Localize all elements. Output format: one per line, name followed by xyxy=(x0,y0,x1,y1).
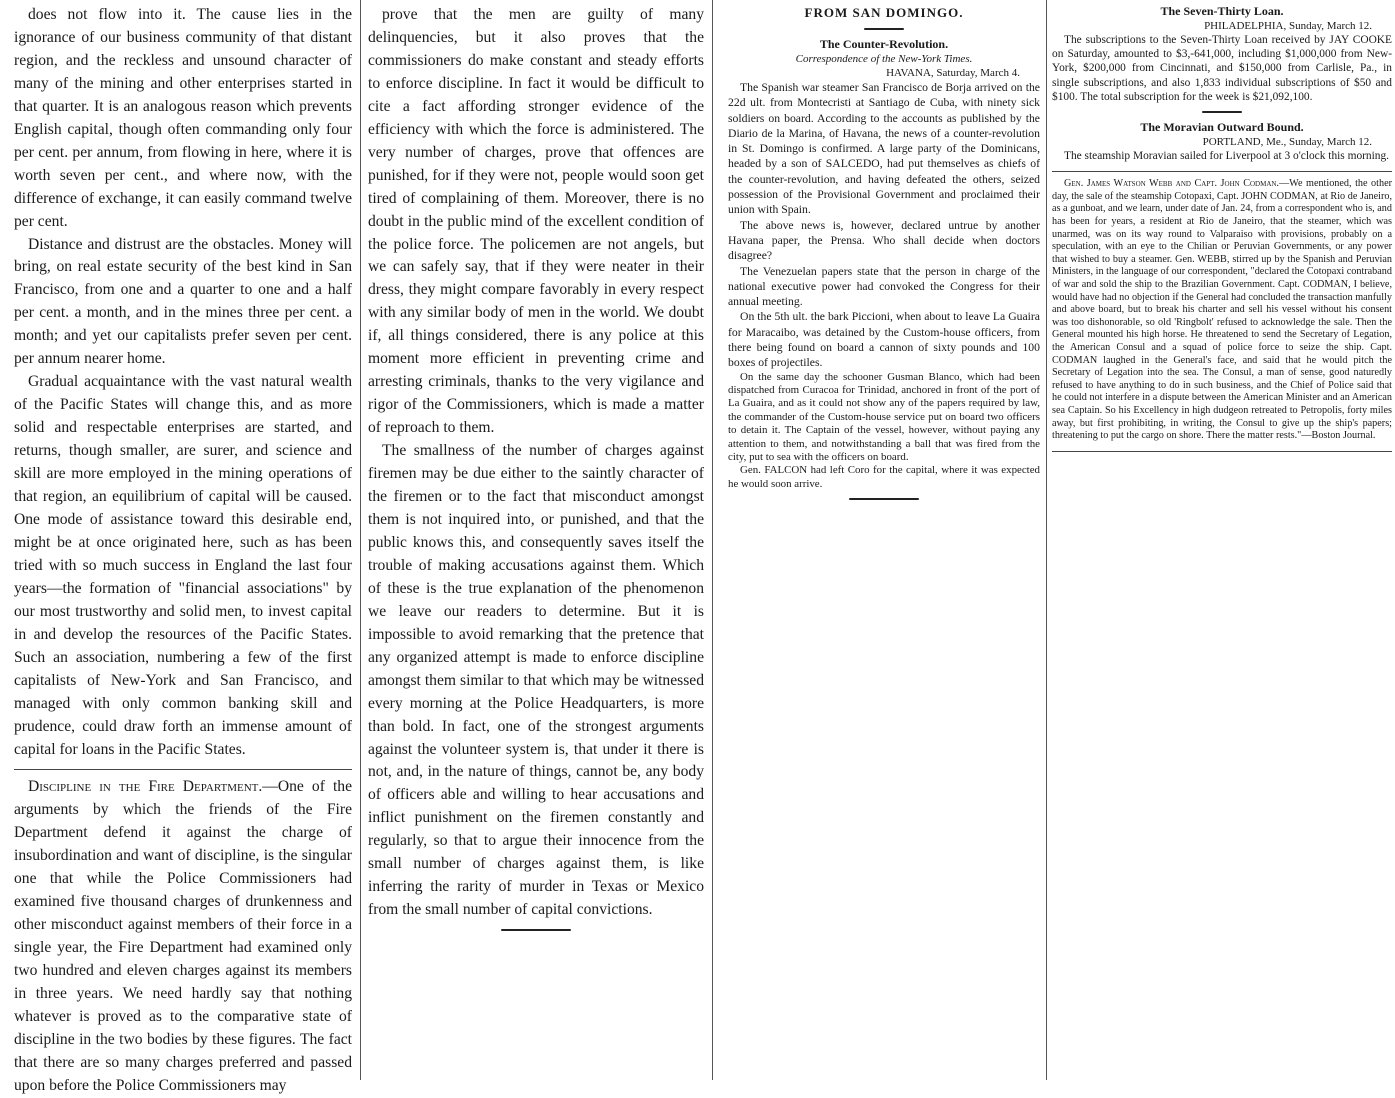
section-divider xyxy=(14,769,352,770)
heading-ornament xyxy=(864,27,904,31)
dateline: HAVANA, Saturday, March 4. xyxy=(886,67,1020,79)
column-3 xyxy=(728,4,1040,507)
correspondence-line: Correspondence of the New-York Times. xyxy=(795,53,973,65)
paragraph: does not flow into it. The cause lies in the ignorance of our business community of that distant region, and the reckless and unsound character of many of the mining and other enterprises started in that quarter. It is an analogous reason which prevents English capital, though often commanding only four per cent. per annum, from flowing in here, where it is worth seven per cent., and where now, with the difference of exchange, it can easily command twelve per cent. xyxy=(14,6,352,230)
article-lead: Gen. James Watson Webb and Capt. John Codman. xyxy=(1064,178,1279,190)
column-rule xyxy=(1046,0,1047,1080)
column-rule xyxy=(360,0,361,1080)
paragraph: Gen. FALCON had left Coro for the capital, where it was expected he would soon arrive. xyxy=(728,464,1040,490)
paragraph: The above news is, however, declared untrue by another Havana paper, the Prensa. Who shall decide when doctors disagree? xyxy=(728,218,1040,263)
section-divider xyxy=(1052,171,1392,172)
paragraph: The Venezuelan papers state that the person in charge of the national executive power had convoked the Congress for their annual meeting. xyxy=(728,264,1040,309)
divider-ornament xyxy=(1202,110,1242,114)
dateline: PORTLAND, Me., Sunday, March 12. xyxy=(1202,136,1372,149)
paragraph: The smallness of the number of charges against firemen may be due either to the saintly character of the firemen or to the fact that misconduct amongst them is not inquired into, or punished, and that the public knows this, and consequently saves itself the trouble of making accusations against them. Which of these is the true explanation of the phenomenon we leave our readers to determine. But it is impossible to avoid remarking that the pretence that any organized attempt is made to enforce discipline amongst them similar to that which may be witnessed every morning at the Police Headquarters, is more than bold. In fact, one of the strongest arguments against the volunteer system is, that under it there is not, and, in the nature of things, cannot be, any body of officers able and willing to hear accusations and inflict punishment on the firemen constantly and regularly, so that to argue their innocence from the small number of charges against them, is like inferring the rarity of murder in Texas or Mexico from the small number of capital convictions. xyxy=(368,442,704,919)
article-heading: The Seven-Thirty Loan. xyxy=(1160,4,1284,18)
article-body: —One of the arguments by which the friends of the Fire Department defend it against the charge of insubordination and want of discipline, is the singular one that while the Police Commissioners had examined five thousand charges of drunkenness and other misconduct against members of their force in a single year, the Fire Department had examined only two hundred and eleven charges against its members in three years. We need hardly say that nothing whatever is proved as to the comparative state of discipline in the two bodies by these figures. The fact that there are so many charges preferred and passed upon before the Police Commissioners may xyxy=(14,778,352,1094)
column-rule xyxy=(712,0,713,1080)
end-ornament xyxy=(849,497,919,501)
paragraph: Gradual acquaintance with the vast natural wealth of the Pacific States will change this, and as more solid and respectable enterprises are started, and returns, though smaller, are surer, and science and skill are more employed in the mining operations of that region, an equilibrium of capital will be caused. One mode of assistance toward this desirable end, might be at once originated here, such as has been tried with so much success in England the last four years—the formation of "financial associations" by our most trustworthy and solid men, to invest capital in and develop the resources of the Pacific States. Such an association, numbering a few of the first capitalists of New-York and San Francisco, and managed with only common banking skill and prudence, could draw forth an immense amount of capital for loans in the Pacific States. xyxy=(14,373,352,758)
paragraph: On the 5th ult. the bark Piccioni, when about to leave La Guaira for Maracaibo, was detained by the Custom-house officers, from there being found on board a cannon of sixty pounds and 100 boxes of projectiles. xyxy=(728,310,1040,370)
paragraph: The Spanish war steamer San Francisco de Borja arrived on the 22d ult. from Montecristi at Santiago de Cuba, with ninety sick soldiers on board. According to the accounts as published by the Diario de la Marina, of Havana, the news of a counter-revolution in St. Domingo is confirmed. A large party of the Dominicans, headed by a son of SALCEDO, had put themselves as chiefs of the counter-revolution, and having defeated the others, seized possession of the Provisional Government and proclaimed their union with Spain. xyxy=(728,81,1040,217)
paragraph: Distance and distrust are the obstacles. Money will bring, on real estate security of the best kind in San Francisco, from one and a quarter to one and a half per cent. a month, and in the mines three per cent. a month; and yet our capitalists prefer seven per cent. per annum nearer home. xyxy=(14,235,352,368)
paragraph: The subscriptions to the Seven-Thirty Loan received by JAY COOKE on Saturday, amounted to $3,-641,000, including $1,000,000 from New-York, $200,000 from Cincinnati, and $150,000 from Carlisle, Pa., in single subscriptions, and also 1,833 individual subscriptions of $50 and $100. The total subscription for the week is $21,092,100. xyxy=(1052,34,1392,103)
section-heading: FROM SAN DOMINGO. xyxy=(804,5,964,20)
article-lead: Discipline in the Fire Department. xyxy=(28,778,263,796)
column-2 xyxy=(368,4,704,938)
column-4 xyxy=(1052,4,1392,458)
article-heading: The Moravian Outward Bound. xyxy=(1140,120,1304,135)
webb-article xyxy=(1052,178,1392,442)
article-subheading: The Counter-Revolution. xyxy=(819,37,949,51)
discipline-article xyxy=(14,776,352,1097)
article-body: —We mentioned, the other day, the sale of the steamship Cotopaxi, Capt. JOHN CODMAN, at Rio de Janeiro, as a gunboat, and we learn, under date of Jan. 24, from a correspondent who is, and has been for years, a resident at Rio de Janeiro, that the steamer, which was unarmed, was on its way round to Valparaiso with provisions, probably on a speculation, with an eye to the Chilian or Peruvian Governments, or any power that wished to buy a steamer. Gen. WEBB, stirred up by the Spanish and Peruvian Ministers, in the language of our correspondent, "declared the Cotopaxi contraband of war and sold the ship to the Brazilian Government. Capt. CODMAN, I believe, would have had no objection if the General had concluded the transaction manfully and above board, but to break his charter and sell his vessel without his consent was too dishonorable, so old 'Ringbolt' refused to acknowledge the sale. Then the General mounted his high horse. He threatened to send the Secretary of Legation, the American Consul and a squad of police force to seize the ship. Capt. CODMAN laughed in the General's face, and said that he would pitch the Secretary of Legation into the sea. The Consul, a man of sense, good naturedly refused to have anything to do in such business, and the Chief of Police said that he could not interfere in a dispute between the American Minister and an American sea Captain. So his Excellency in high dudgeon retreated to Petropolis, forty miles away, but first prohibiting, in writing, the Consul to give up the ship's papers; threatening to put the cargo on shore. There the matter rests."—Boston Journal. xyxy=(1052,178,1392,442)
end-ornament xyxy=(501,928,571,932)
dateline: PHILADELPHIA, Sunday, March 12. xyxy=(1204,20,1372,32)
paragraph: The steamship Moravian sailed for Liverpool at 3 o'clock this morning. xyxy=(1064,150,1390,163)
paragraph: On the same day the schooner Gusman Blanco, which had been dispatched from Curacoa for Trinidad, anchored in front of the port of La Guaira, and as it could not show any of the papers required by law, the commander of the Custom-house service put on board two officers to detain it. The Captain of the vessel, however, without paying any attention to them, and notwithstanding a ball that was fired from the city, put to sea with the officers on board. xyxy=(728,370,1040,464)
column-1 xyxy=(14,4,352,1098)
section-divider xyxy=(1052,451,1392,452)
paragraph: prove that the men are guilty of many delinquencies, but it also proves that the commissioners do make constant and steady efforts to enforce discipline. In fact it would be difficult to cite a fact affording stronger evidence of the efficiency with which the force is administered. The very number of charges, prove that offences are punished, for if they were not, people would soon get tired of complaining of them. Moreover, there is no doubt in the public mind of the excellent condition of the police force. The policemen are not angels, but we can safely say, that if they were neater in their dress, they might compare favorably in every respect with any similar body of men in the world. We doubt if, all things considered, there is any police at this moment more efficient in preventing crime and arresting criminals, thanks to the very vigilance and rigor of the Commissioners, which is made a matter of reproach to them. xyxy=(368,6,704,437)
